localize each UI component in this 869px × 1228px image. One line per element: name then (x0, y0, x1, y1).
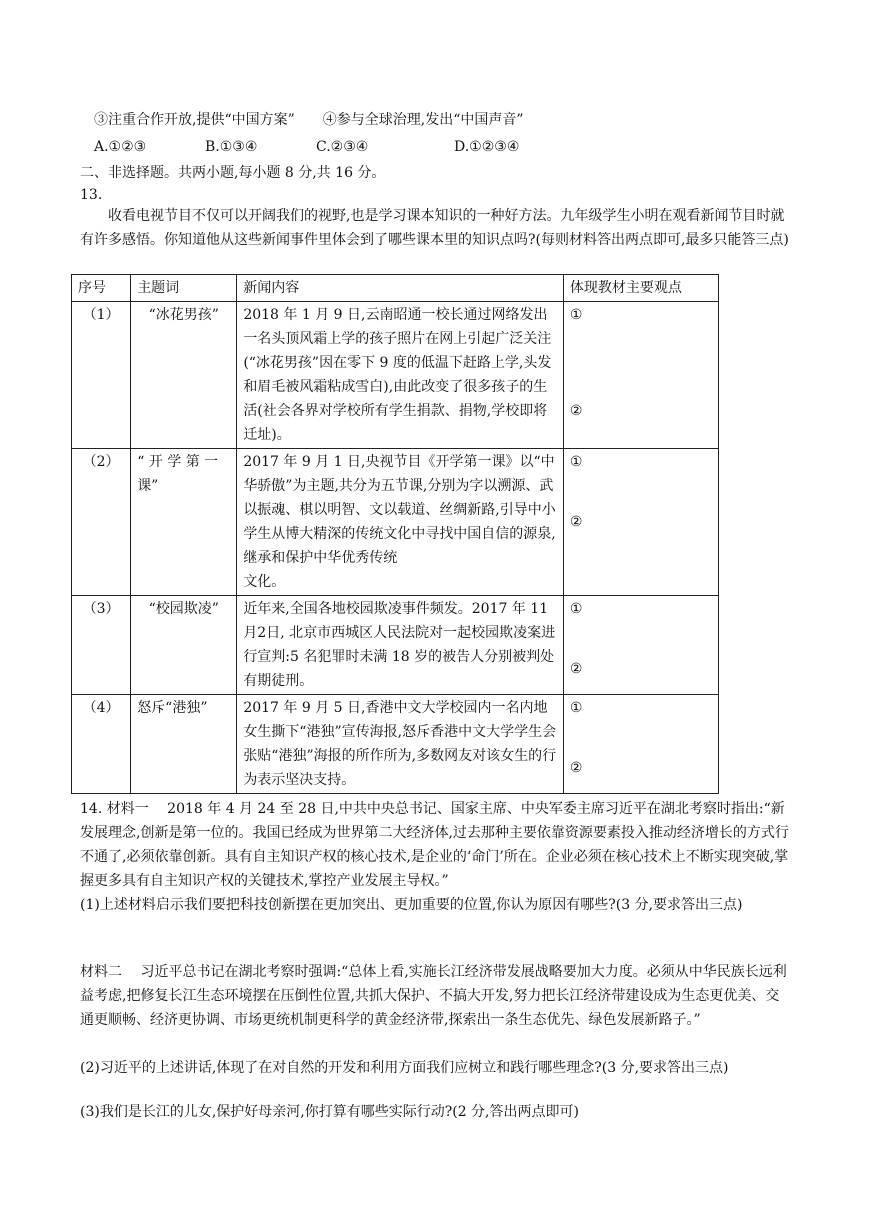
answer-mark-2: ② (569, 760, 583, 776)
row-keyword: “ 开 学 第 一 课” (131, 449, 237, 596)
table-header-row (72, 275, 719, 302)
row-answer-cell (563, 449, 718, 596)
header-viewpoint: 体现教材主要观点 (563, 275, 718, 302)
q14-question1: (1)上述材料启示我们要把科技创新摆在更加突出、更加重要的位置,你认为原因有哪些?(3 分,要求答出三点) (80, 897, 743, 913)
q14-question3: (3)我们是长江的儿女,保护好母亲河,你打算有哪些实际行动?(2 分,答出两点即可) (80, 1104, 579, 1120)
q12-choice-a: A.①②③ (94, 139, 147, 155)
row-content-end: 文化。 (243, 574, 286, 590)
row-seq: （2） (72, 449, 131, 596)
row-seq: （4） (72, 695, 131, 794)
q14-question2: (2)习近平的上述讲话,体现了在对自然的开发和利用方面我们应树立和践行哪些理念?(3 分,要求答出三点) (80, 1060, 729, 1076)
answer-mark-2: ② (569, 661, 583, 677)
q13-number: 13. (80, 187, 103, 203)
answer-mark-2: ② (569, 514, 583, 530)
table-row (72, 302, 719, 449)
table-row (72, 596, 719, 695)
row-content-text: 2017 年 9 月 1 日,央视节目《开学第一课》以“中华骄傲”为主题,共分为五节课,分别为字以溯源、武以振魂、棋以明智、文以载道、丝绸新路,引导中小学生从博大精深的传统文化中寻找中国自信的源泉,继承和保护中华优秀传统 (243, 454, 556, 566)
q13-intro: 收看电视节目不仅可以开阔我们的视野,也是学习课本知识的一种好方法。九年级学生小明在观看新闻节目时就有许多感悟。你知道他从这些新闻事件里体会到了哪些课本里的知识点吗?(每则材料答出两点即可,最多只能答三点) (80, 208, 789, 248)
header-content: 新闻内容 (237, 275, 564, 302)
row-content: 2017 年 9 月 5 日,香港中文大学校园内一名内地女生撕下“港独”宣传海报,怒斥香港中文大学学生会张贴“港独”海报的所作所为,多数网友对该女生的行为表示坚决支持。 (237, 695, 564, 794)
row-content (237, 449, 564, 596)
row-content: 2018 年 1 月 9 日,云南昭通一校长通过网络发出一名头顶风霜上学的孩子照片在网上引起广泛关注(“冰花男孩”因在零下 9 度的低温下赶路上学,头发和眉毛被风霜粘成雪白),由此改变了很多孩子的生活(社会各界对学校所有学生捐款、捐物,学校即将迁址)。 (237, 302, 564, 449)
answer-mark-2: ② (569, 403, 583, 419)
q12-choice-d: D.①②③④ (454, 139, 520, 155)
q12-choice-b: B.①③④ (205, 139, 258, 155)
q14-material2: 材料二 习近平总书记在湖北考察时强调:“总体上看,实施长江经济带发展战略要加大力度。必须从中华民族长远利益考虑,把修复长江生态环境摆在压倒性位置,共抓大保护、不搞大开发,努力把长江经济带建设成为生态更优美、交通更顺畅、经济更协调、市场更统机制更科学的黄金经济带,探索出一条生态优先、绿色发展新路子。” (80, 964, 787, 1028)
row-content: 近年来,全国各地校园欺凌事件频发。2017 年 11月2日, 北京市西城区人民法院对一起校园欺凌案进行宣判:5 名犯罪时未满 18 岁的被告人分别被判处有期徒刑。 (237, 596, 564, 695)
answer-mark-1: ① (569, 700, 583, 716)
answer-mark-1: ① (569, 601, 583, 617)
row-keyword: 怒斥“港独” (131, 695, 237, 794)
header-seq: 序号 (72, 275, 131, 302)
answer-mark-1: ① (569, 307, 583, 323)
q13-table (71, 274, 719, 794)
section-heading: 二、非选择题。共两小题,每小题 8 分,共 16 分。 (80, 165, 386, 181)
row-seq: （3） (72, 596, 131, 695)
row-answer-cell (563, 596, 718, 695)
answer-mark-1: ① (569, 454, 583, 470)
table-row (72, 695, 719, 794)
row-keyword: “冰花男孩” (131, 302, 237, 449)
row-keyword: “校园欺凌” (131, 596, 237, 695)
row-seq: （1） (72, 302, 131, 449)
q12-option-line: ③注重合作开放,提供“中国方案” ④参与全球治理,发出“中国声音” (94, 112, 524, 128)
header-keyword: 主题词 (131, 275, 237, 302)
row-answer-cell (563, 302, 718, 449)
q14-material1: 14. 材料一 2018 年 4 月 24 至 28 日,中共中央总书记、国家主席、中央军委主席习近平在湖北考察时指出:“新发展理念,创新是第一位的。我国已经成为世界第二大经济体,过去那种主要依靠资源要素投入推动经济增长的方式行不通了,必须依靠创新。具有自主知识产权的核心技术,是企业的‘命门’所在。企业必须在核心技术上不断实现突破,掌握更多具有自主知识产权的关键技术,掌控产业发展主导权。” (80, 801, 789, 889)
table-row (72, 449, 719, 596)
q12-choice-c: C.②③④ (316, 139, 369, 155)
row-answer-cell (563, 695, 718, 794)
